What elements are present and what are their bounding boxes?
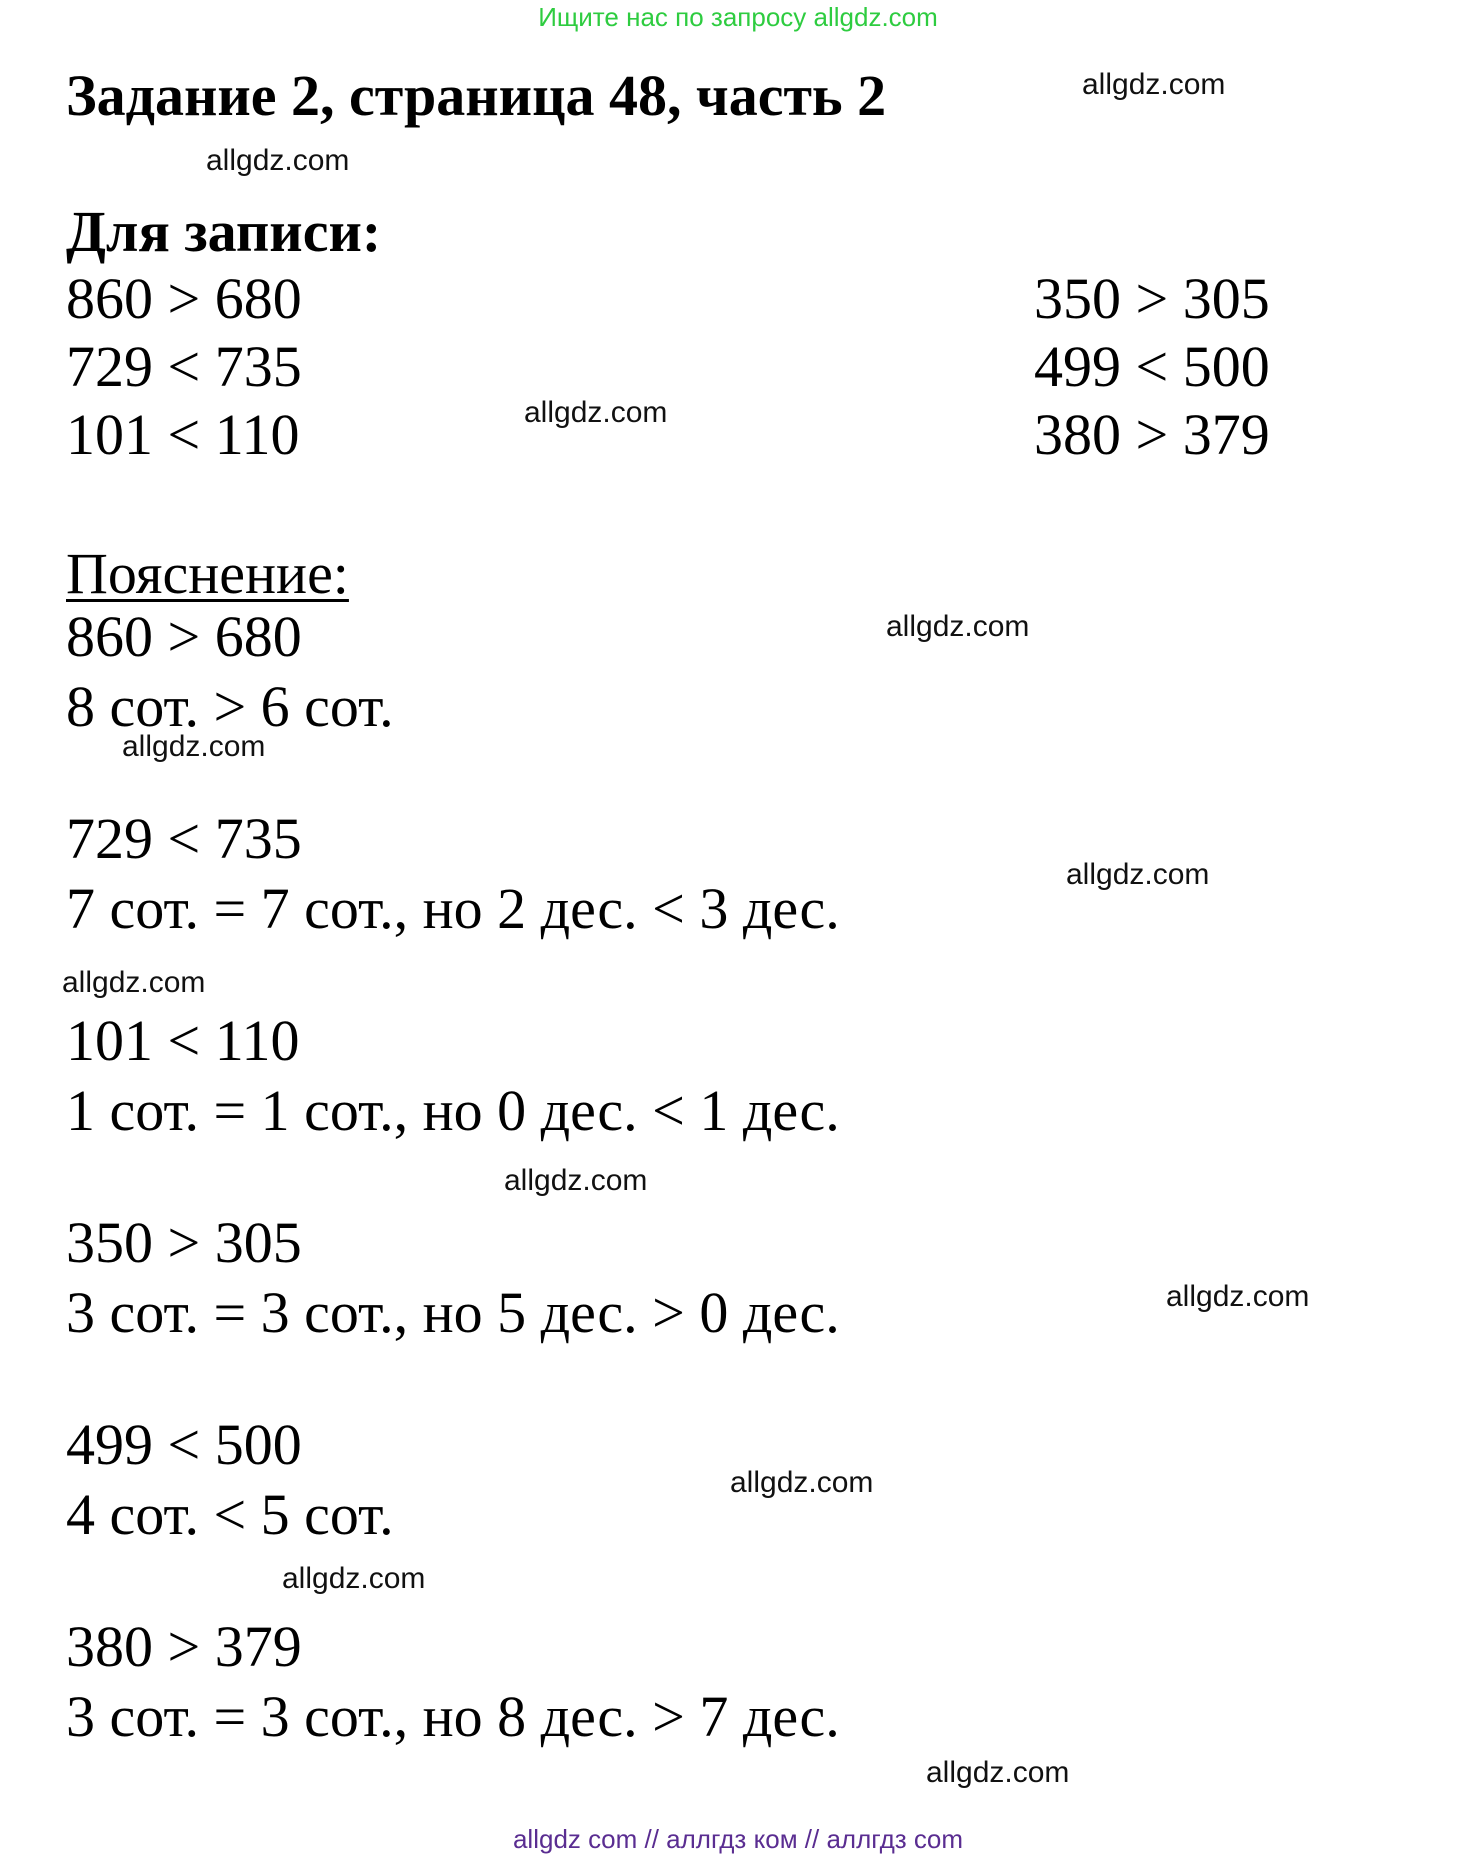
watermark: allgdz.com [1066,858,1210,891]
explanation-comparison-6: 380 > 379 [66,1614,302,1679]
watermark: allgdz.com [926,1756,1070,1789]
watermark: allgdz.com [62,966,206,999]
explanation-comparison-1: 860 > 680 [66,604,302,669]
explanation-comparison-4: 350 > 305 [66,1210,302,1275]
watermark: allgdz.com [1166,1280,1310,1313]
explanation-reason-1: 8 сот. > 6 сот. [66,674,394,739]
explanation-comparison-3: 101 < 110 [66,1008,300,1073]
explanation-reason-6: 3 сот. = 3 сот., но 8 дес. > 7 дес. [66,1684,840,1749]
page-title: Задание 2, страница 48, часть 2 [66,63,887,128]
explanation-reason-2: 7 сот. = 7 сот., но 2 дес. < 3 дес. [66,876,840,941]
record-heading: Для записи: [66,199,382,264]
watermark: allgdz.com [524,396,668,429]
footer-links: allgdz com // аллгдз ком // аллгдз com [512,1824,964,1854]
top-banner: Ищите нас по запросу allgdz.com [538,2,938,32]
record-right-2: 499 < 500 [1034,334,1270,399]
record-right-3: 380 > 379 [1034,402,1270,467]
explanation-reason-5: 4 сот. < 5 сот. [66,1482,394,1547]
watermark: allgdz.com [504,1164,648,1197]
explanation-reason-3: 1 сот. = 1 сот., но 0 дес. < 1 дес. [66,1078,840,1143]
watermark: allgdz.com [282,1562,426,1595]
explanation-comparison-5: 499 < 500 [66,1412,302,1477]
explanation-comparison-2: 729 < 735 [66,806,302,871]
watermark: allgdz.com [1082,68,1226,101]
explanation-heading: Пояснение: [66,541,349,606]
watermark: allgdz.com [730,1466,874,1499]
watermark: allgdz.com [886,610,1030,643]
watermark: allgdz.com [122,730,266,763]
record-right-1: 350 > 305 [1034,266,1270,331]
explanation-reason-4: 3 сот. = 3 сот., но 5 дес. > 0 дес. [66,1280,840,1345]
watermark: allgdz.com [206,144,350,177]
record-left-1: 860 > 680 [66,266,302,331]
record-left-2: 729 < 735 [66,334,302,399]
record-left-3: 101 < 110 [66,402,300,467]
